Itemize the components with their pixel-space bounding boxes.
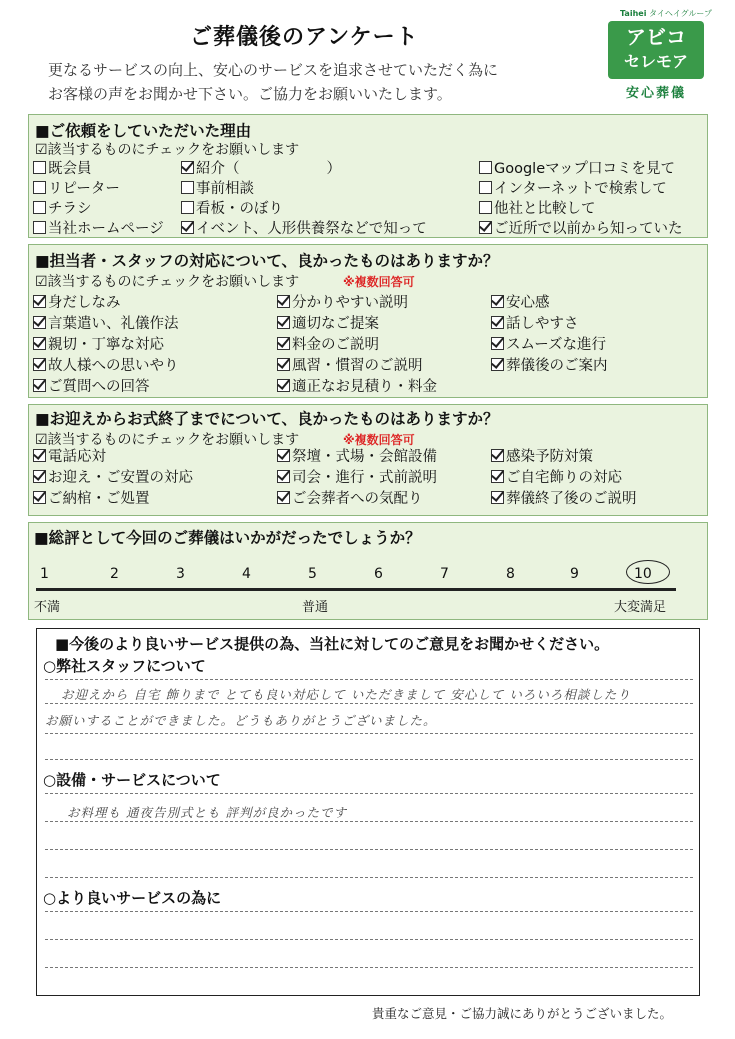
checkbox-label: 電話応対 bbox=[48, 449, 106, 465]
rating-option-4[interactable]: 4 bbox=[242, 566, 251, 582]
feedback-box bbox=[36, 628, 700, 996]
empty-checkbox[interactable] bbox=[33, 201, 46, 214]
question-facilities: ○設備・サービスについて bbox=[43, 771, 221, 789]
checkbox-label: 適正なお見積り・料金 bbox=[292, 379, 437, 395]
checked-checkbox[interactable] bbox=[181, 161, 194, 174]
checked-checkbox[interactable] bbox=[33, 316, 46, 329]
checkbox-item[interactable] bbox=[491, 466, 622, 487]
answer-line bbox=[45, 821, 693, 822]
section-staff bbox=[28, 244, 708, 398]
checkbox-item[interactable] bbox=[479, 197, 596, 218]
checkbox-item[interactable] bbox=[33, 375, 150, 396]
answer-line bbox=[45, 679, 693, 680]
rating-option-8[interactable]: 8 bbox=[506, 566, 515, 582]
checked-checkbox[interactable] bbox=[181, 221, 194, 234]
logo-group: タイヘイグループ bbox=[648, 9, 713, 18]
checkbox-label: ご質問への回答 bbox=[48, 379, 150, 395]
answer-line bbox=[45, 793, 693, 794]
checkbox-label: 親切・丁寧な対応 bbox=[48, 337, 164, 353]
checkbox-item[interactable] bbox=[277, 291, 408, 312]
checkbox-label: 祭壇・式場・会館設備 bbox=[292, 449, 437, 465]
rating-option-1[interactable]: 1 bbox=[40, 566, 49, 582]
answer-line bbox=[45, 733, 693, 734]
section-reason bbox=[28, 114, 708, 238]
checkbox-item[interactable] bbox=[491, 312, 579, 333]
checkbox-item[interactable] bbox=[181, 157, 341, 178]
checkbox-label: 既会員 bbox=[48, 161, 92, 177]
checkbox-label: Googleマップ口コミを見て bbox=[494, 161, 676, 177]
company-logo bbox=[608, 8, 712, 101]
multi-answer-note: ※複数回答可 bbox=[343, 433, 415, 447]
checkbox-label: 料金のご説明 bbox=[292, 337, 379, 353]
checked-checkbox[interactable] bbox=[277, 470, 290, 483]
intro-text bbox=[48, 58, 498, 106]
checkbox-label: 風習・慣習のご説明 bbox=[292, 358, 423, 374]
checkbox-label: ご近所で以前から知っていた bbox=[494, 221, 683, 237]
checkbox-label: 適切なご提案 bbox=[292, 316, 379, 332]
checkbox-label: 葬儀後のご案内 bbox=[506, 358, 608, 374]
checked-checkbox[interactable] bbox=[277, 316, 290, 329]
section-staff-title: ■担当者・スタッフの対応について、良かったものはありますか？ bbox=[35, 252, 499, 270]
answer-staff-line-2: お願いすることができました。どうもありがとうございました。 bbox=[45, 713, 437, 728]
checkbox-item[interactable] bbox=[181, 197, 283, 218]
checkbox-label: ご自宅飾りの対応 bbox=[506, 470, 622, 486]
empty-checkbox[interactable] bbox=[33, 221, 46, 234]
checkbox-label: 言葉遣い、礼儀作法 bbox=[48, 316, 179, 332]
checkbox-item[interactable] bbox=[491, 291, 550, 312]
empty-checkbox[interactable] bbox=[33, 181, 46, 194]
checkbox-item[interactable] bbox=[479, 217, 683, 238]
checkbox-item[interactable] bbox=[491, 445, 593, 466]
section-ceremony-title: ■お迎えからお式終了までについて、良かったものはありますか？ bbox=[35, 410, 499, 428]
rating-option-7[interactable]: 7 bbox=[440, 566, 449, 582]
checked-checkbox[interactable] bbox=[33, 337, 46, 350]
checkbox-item[interactable] bbox=[33, 466, 193, 487]
empty-checkbox[interactable] bbox=[479, 161, 492, 174]
checkbox-label: 紹介（ ） bbox=[196, 161, 341, 177]
checked-checkbox[interactable] bbox=[491, 295, 504, 308]
checked-checkbox[interactable] bbox=[479, 221, 492, 234]
rating-option-6[interactable]: 6 bbox=[374, 566, 383, 582]
rating-option-5[interactable]: 5 bbox=[308, 566, 317, 582]
checkbox-item[interactable] bbox=[33, 333, 164, 354]
checked-checkbox[interactable] bbox=[33, 491, 46, 504]
checkbox-item[interactable] bbox=[181, 217, 427, 238]
checkbox-item[interactable] bbox=[33, 197, 92, 218]
checkbox-item[interactable] bbox=[491, 333, 606, 354]
checkbox-item[interactable] bbox=[33, 291, 121, 312]
section-reason-subtitle: ☑該当するものにチェックをお願いします bbox=[35, 142, 300, 158]
checkbox-item[interactable] bbox=[277, 445, 437, 466]
checkbox-label: 話しやすさ bbox=[506, 316, 579, 332]
intro-line-2: お客様の声をお聞かせ下さい。ご協力をお願いいたします。 bbox=[48, 85, 452, 103]
rating-option-9[interactable]: 9 bbox=[570, 566, 579, 582]
checkbox-item[interactable] bbox=[33, 217, 164, 238]
checkbox-item[interactable] bbox=[479, 157, 675, 178]
logo-subtitle: 安心葬儀 bbox=[625, 86, 686, 101]
checked-checkbox[interactable] bbox=[491, 491, 504, 504]
question-improvement: ○より良いサービスの為に bbox=[43, 889, 222, 907]
page-title: ご葬儀後のアンケート bbox=[190, 25, 419, 50]
multi-answer-note: ※複数回答可 bbox=[343, 275, 415, 289]
checkbox-label: 身だしなみ bbox=[48, 295, 121, 311]
rating-scale-line bbox=[36, 588, 676, 591]
answer-facilities-line-1: お料理も 通夜告別式とも 評判が良かったです bbox=[67, 805, 347, 820]
rating-option-3[interactable]: 3 bbox=[176, 566, 185, 582]
checked-checkbox[interactable] bbox=[33, 449, 46, 462]
checked-checkbox[interactable] bbox=[33, 295, 46, 308]
logo-badge bbox=[608, 21, 704, 79]
checkbox-item[interactable] bbox=[277, 312, 379, 333]
checkbox-label: お迎え・ご安置の対応 bbox=[48, 470, 193, 486]
checkbox-label: スムーズな進行 bbox=[506, 337, 607, 353]
checkbox-label: 感染予防対策 bbox=[506, 449, 593, 465]
checked-checkbox[interactable] bbox=[491, 470, 504, 483]
answer-line bbox=[45, 911, 693, 912]
checkbox-item[interactable] bbox=[33, 445, 106, 466]
checkbox-item[interactable] bbox=[277, 487, 423, 508]
checked-checkbox[interactable] bbox=[277, 491, 290, 504]
intro-line-1: 更なるサービスの向上、安心のサービスを追求させていただく為に bbox=[48, 61, 499, 79]
rating-option-2[interactable]: 2 bbox=[110, 566, 119, 582]
checkbox-label: ご納棺・ご処置 bbox=[48, 491, 150, 507]
checkbox-label: 事前相談 bbox=[196, 181, 254, 197]
answer-line bbox=[45, 877, 693, 878]
checkbox-item[interactable] bbox=[33, 487, 150, 508]
checkbox-label: ご会葬者への気配り bbox=[292, 491, 423, 507]
answer-line bbox=[45, 849, 693, 850]
empty-checkbox[interactable] bbox=[33, 161, 46, 174]
checkbox-item[interactable] bbox=[33, 312, 179, 333]
section-ceremony bbox=[28, 404, 708, 516]
checked-checkbox[interactable] bbox=[277, 449, 290, 462]
checked-checkbox[interactable] bbox=[277, 295, 290, 308]
rating-low-label: 不満 bbox=[34, 600, 61, 615]
answer-line bbox=[45, 967, 693, 968]
section-staff-subtitle: ☑該当するものにチェックをお願いします bbox=[35, 274, 300, 290]
feedback-title: ■今後のより良いサービス提供の為、当社に対してのご意見をお聞かせください。 bbox=[55, 635, 610, 653]
checkbox-item[interactable] bbox=[491, 487, 637, 508]
checkbox-label: 分かりやすい説明 bbox=[292, 295, 408, 311]
question-staff: ○弊社スタッフについて bbox=[43, 657, 206, 675]
checkbox-item[interactable] bbox=[491, 354, 608, 375]
checked-checkbox[interactable] bbox=[33, 358, 46, 371]
checkbox-item[interactable] bbox=[277, 354, 423, 375]
checkbox-label: 安心感 bbox=[506, 295, 550, 311]
section-reason-title: ■ご依頼をしていただいた理由 bbox=[35, 122, 252, 140]
logo-group-line bbox=[620, 8, 712, 19]
checked-checkbox[interactable] bbox=[33, 379, 46, 392]
checked-checkbox[interactable] bbox=[277, 379, 290, 392]
checked-checkbox[interactable] bbox=[491, 358, 504, 371]
checkbox-label: イベント、人形供養祭などで知って bbox=[196, 221, 427, 237]
checkbox-item[interactable] bbox=[277, 466, 437, 487]
checked-checkbox[interactable] bbox=[491, 316, 504, 329]
checkbox-label: 葬儀終了後のご説明 bbox=[506, 491, 637, 507]
empty-checkbox[interactable] bbox=[479, 201, 492, 214]
checkbox-label: リピーター bbox=[48, 181, 120, 197]
answer-line bbox=[45, 939, 693, 940]
answer-staff-line-1: お迎えから 自宅 飾りまで とても良い対応して いただきまして 安心して いろいろ相談したり bbox=[61, 687, 631, 702]
checkbox-label: 司会・進行・式前説明 bbox=[292, 470, 437, 486]
checkbox-item[interactable] bbox=[33, 177, 120, 198]
empty-checkbox[interactable] bbox=[479, 181, 492, 194]
rating-high-label: 大変満足 bbox=[614, 600, 667, 615]
checkbox-item[interactable] bbox=[479, 177, 667, 198]
checkbox-item[interactable] bbox=[33, 157, 92, 178]
checkbox-label: チラシ bbox=[48, 201, 92, 217]
answer-line bbox=[45, 759, 693, 760]
rating-mid-label: 普通 bbox=[302, 600, 329, 615]
checkbox-item[interactable] bbox=[33, 354, 179, 375]
checked-checkbox[interactable] bbox=[277, 337, 290, 350]
rating-option-10[interactable]: 10 bbox=[634, 566, 652, 582]
checkbox-item[interactable] bbox=[181, 177, 254, 198]
logo-line-1: アビコ bbox=[626, 25, 686, 49]
footer-thanks: 貴重なご意見・ご協力誠にありがとうございました。 bbox=[372, 1006, 673, 1021]
checked-checkbox[interactable] bbox=[33, 470, 46, 483]
checkbox-label: 他社と比較して bbox=[494, 201, 596, 217]
checked-checkbox[interactable] bbox=[491, 337, 504, 350]
section-overall-title: ■総評として今回のご葬儀はいかがだったでしょうか？ bbox=[34, 529, 421, 547]
checkbox-label: 当社ホームページ bbox=[48, 221, 164, 237]
checked-checkbox[interactable] bbox=[277, 358, 290, 371]
section-ceremony-subtitle: ☑該当するものにチェックをお願いします bbox=[35, 432, 300, 448]
empty-checkbox[interactable] bbox=[181, 181, 194, 194]
selected-score-circle bbox=[626, 560, 670, 584]
empty-checkbox[interactable] bbox=[181, 201, 194, 214]
checkbox-item[interactable] bbox=[277, 375, 437, 396]
checkbox-label: 看板・のぼり bbox=[196, 201, 283, 217]
checkbox-label: インターネットで検索して bbox=[494, 181, 667, 197]
checkbox-label: 故人様への思いやり bbox=[48, 358, 179, 374]
checked-checkbox[interactable] bbox=[491, 449, 504, 462]
logo-line-2: セレモア bbox=[623, 52, 688, 71]
logo-brand: Taihei bbox=[620, 9, 647, 18]
checkbox-item[interactable] bbox=[277, 333, 379, 354]
answer-line bbox=[45, 703, 693, 704]
